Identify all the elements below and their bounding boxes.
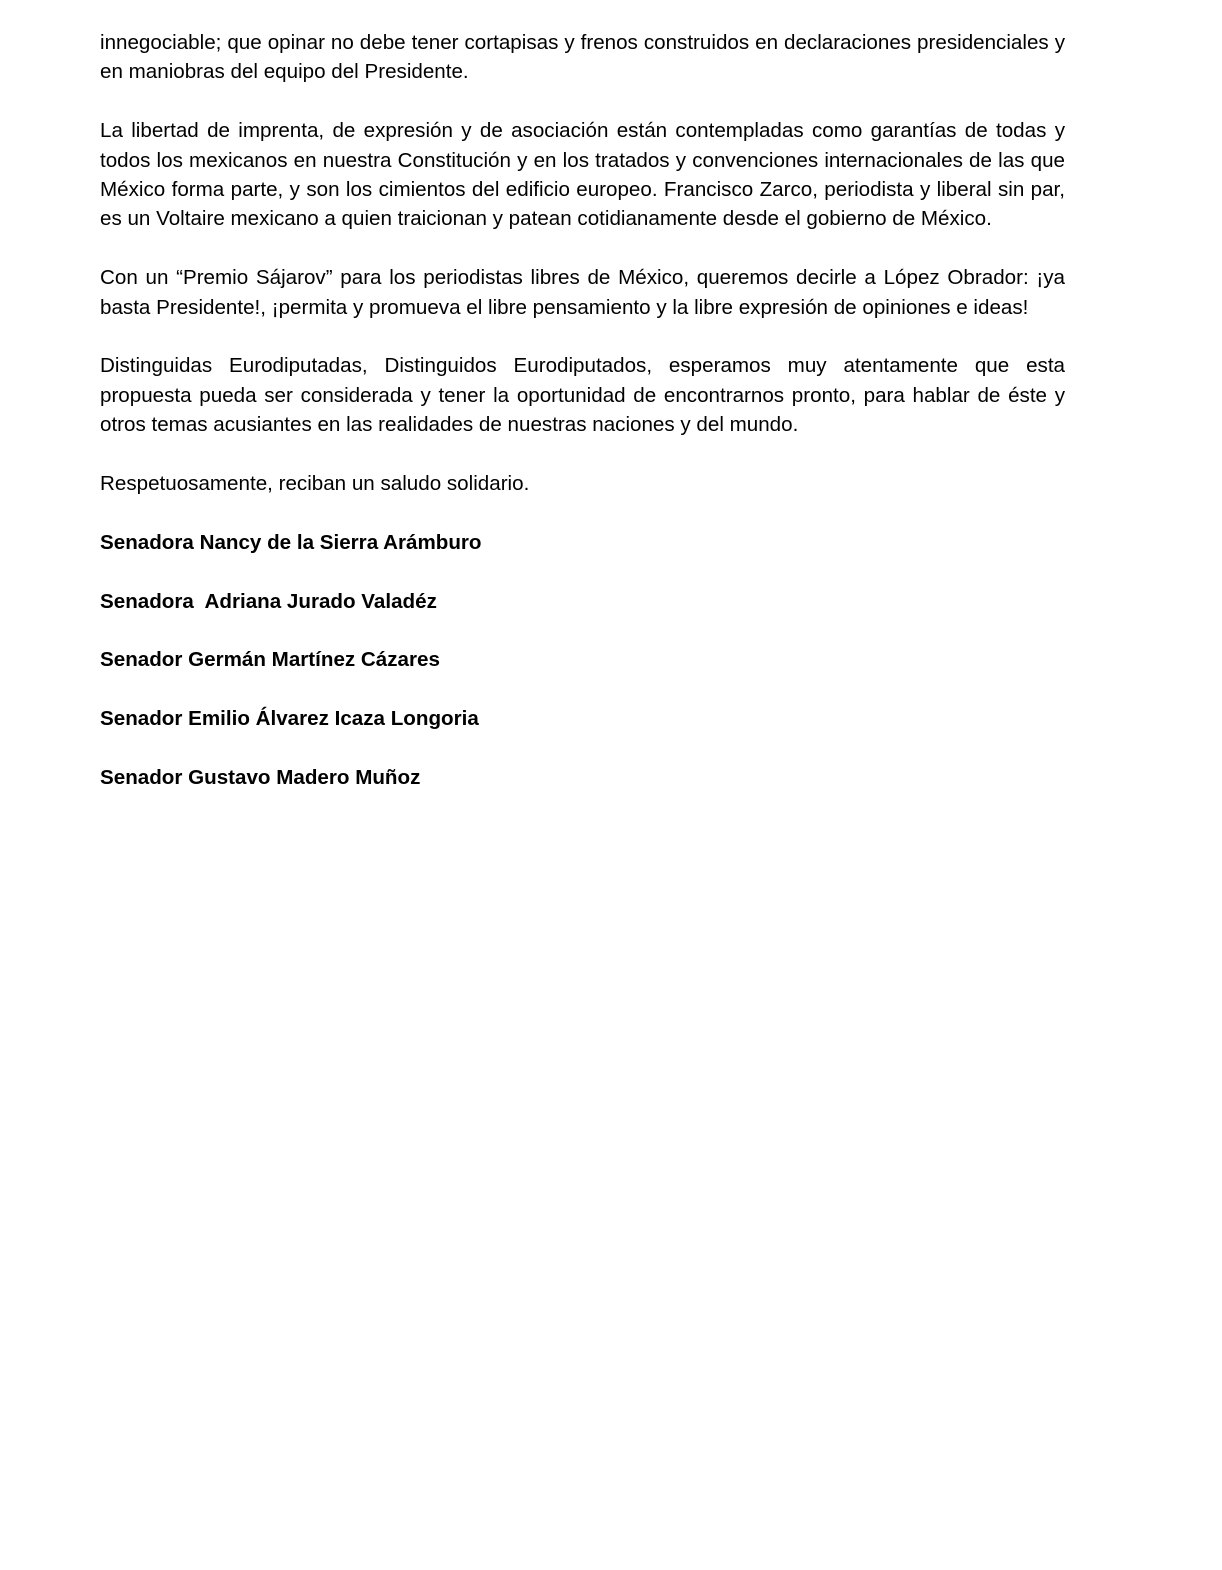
paragraph-1: innegociable; que opinar no debe tener cortapisas y frenos construidos en declaraciones presidenciales y en maniobras del equipo del Presidente. [100, 31, 1065, 84]
paragraph-3: Con un “Premio Sájarov” para los periodistas libres de México, queremos decirle a López Obrador: ¡ya basta Presidente!, ¡permita y promueva el libre pensamiento y la libre expresión de opiniones e ideas! [100, 266, 1065, 319]
paragraph-4: Distinguidas Eurodiputadas, Distinguidos Eurodiputados, esperamos muy atentamente que esta propuesta pueda ser considerada y tener la oportunidad de encontrarnos pronto, para hablar de éste y otros temas acusiantes en las realidades de nuestras naciones y del mundo. [100, 354, 1065, 437]
signer-4: Senador Emilio Álvarez Icaza Longoria [100, 707, 479, 731]
signer-5: Senador Gustavo Madero Muñoz [100, 766, 421, 790]
signer-2: Senadora Adriana Jurado Valadéz [100, 589, 437, 613]
signer-3: Senador Germán Martínez Cázares [100, 648, 440, 672]
closing-line: Respetuosamente, reciban un saludo solidario. [100, 472, 530, 496]
signer-1: Senadora Nancy de la Sierra Arámburo [100, 530, 482, 554]
paragraph-2: La libertad de imprenta, de expresión y de asociación están contempladas como garantías de todas y todos los mexicanos en nuestra Constitución y en los tratados y convenciones internacionales de las que México forma parte, y son los cimientos del edificio europeo. Francisco Zarco, periodista y liberal sin par, es un Voltaire mexicano a quien traicionan y patean cotidianamente desde el gobierno de México. [100, 119, 1065, 231]
document-page [100, 28, 1065, 822]
